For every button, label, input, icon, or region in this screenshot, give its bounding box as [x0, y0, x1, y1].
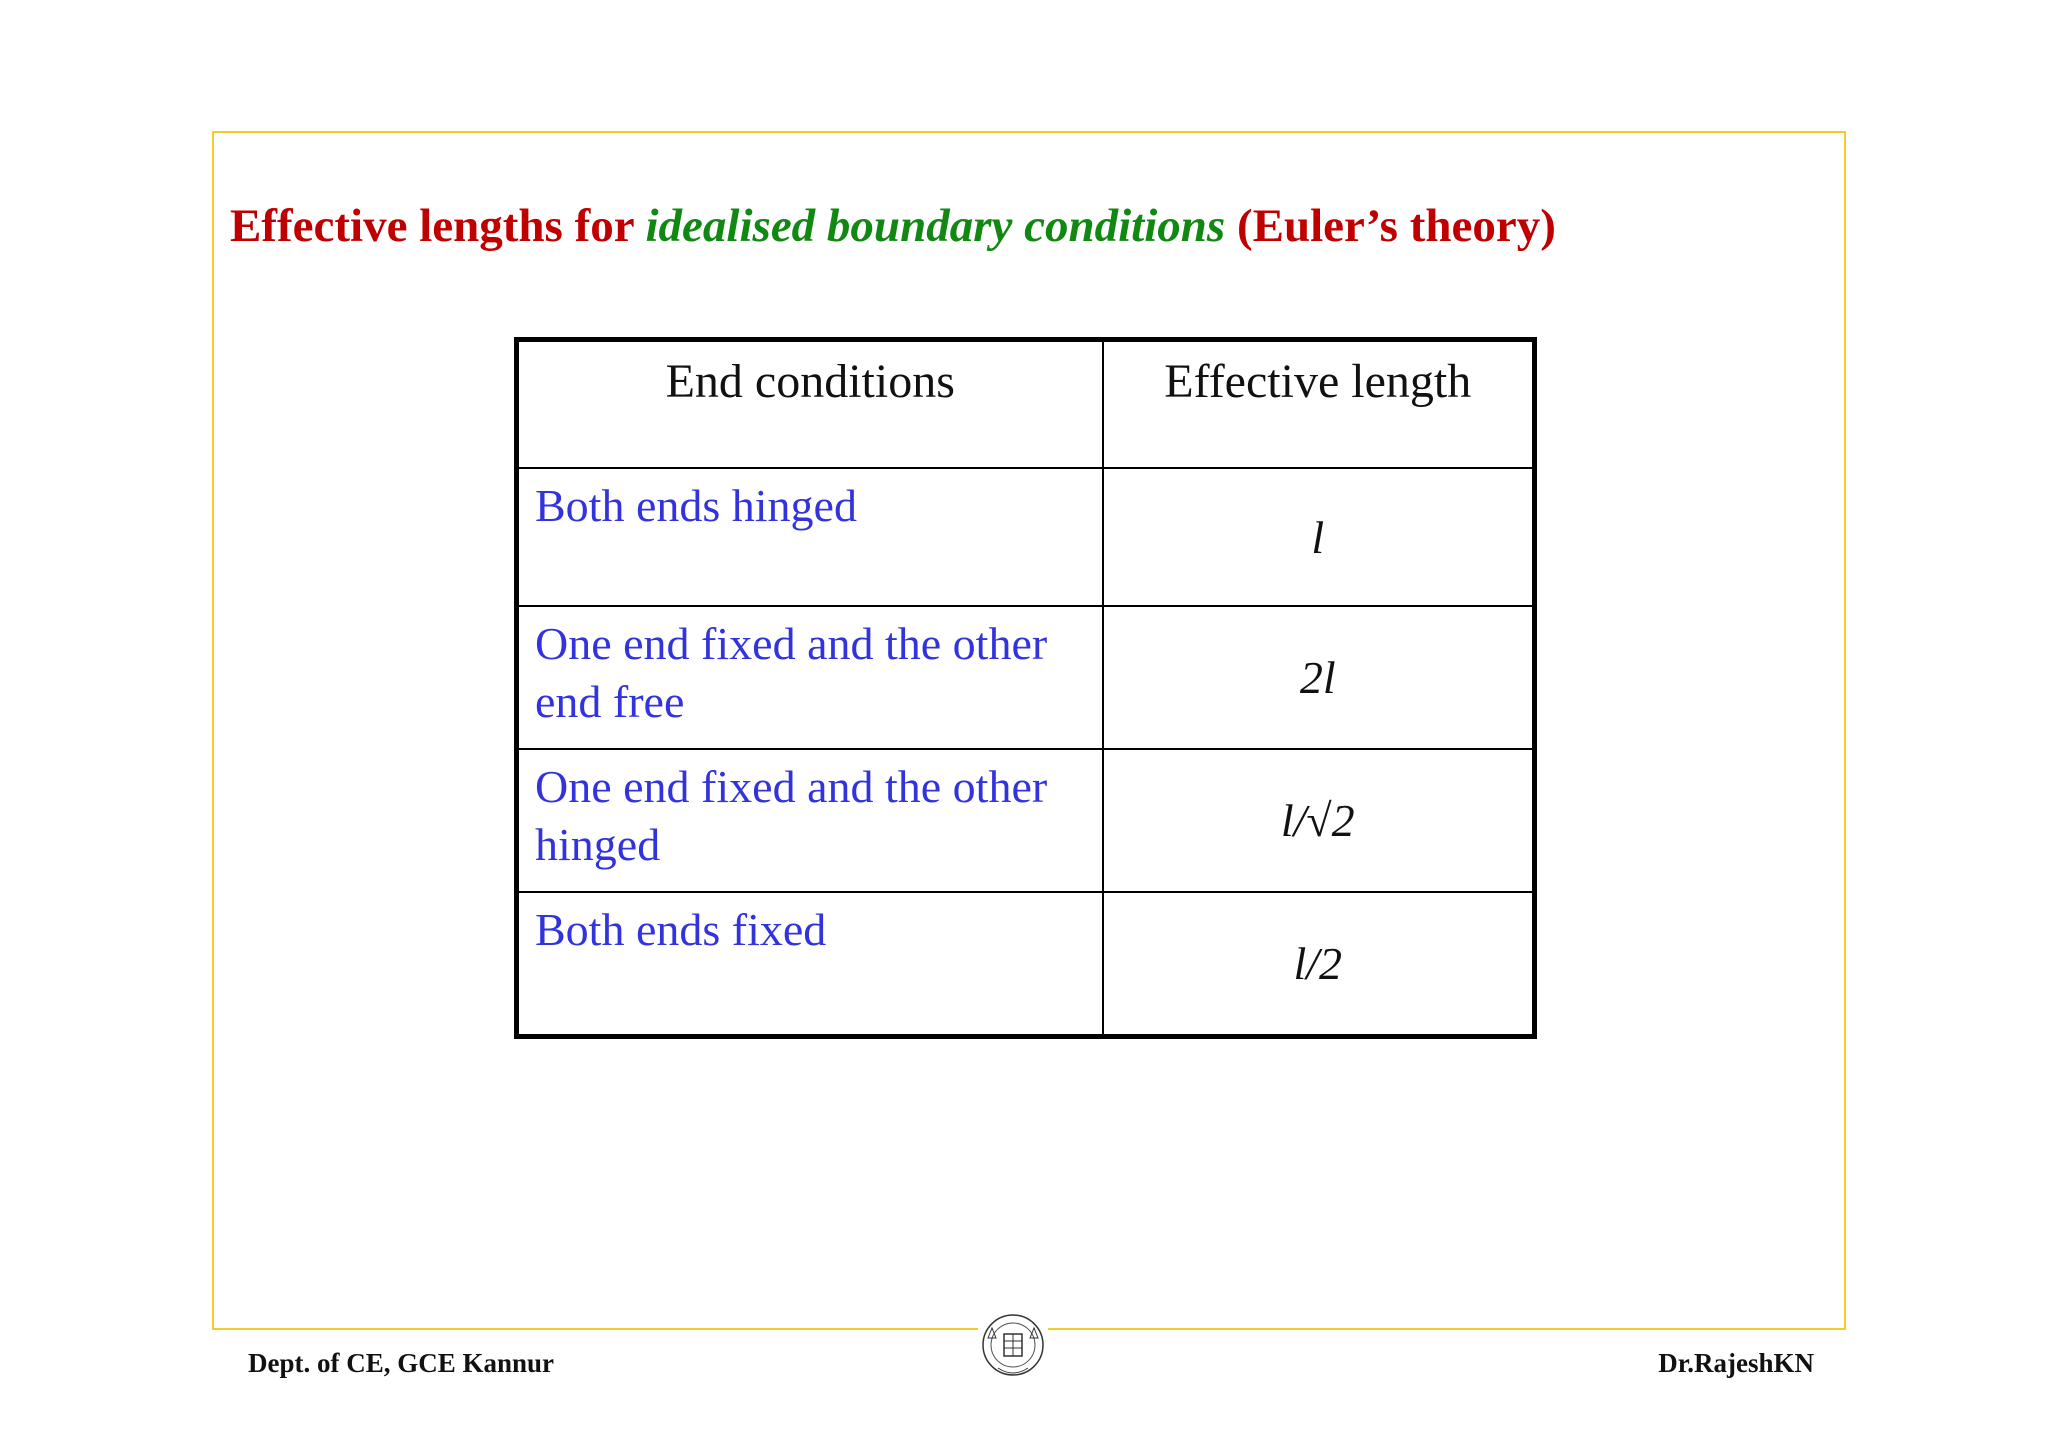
table-row [517, 892, 1535, 1037]
value-cell [1103, 749, 1535, 892]
value-cell [1103, 468, 1535, 606]
title-part-2: idealised boundary conditions [645, 200, 1226, 252]
table-row [517, 749, 1535, 892]
header-end-conditions: End conditions [517, 340, 1103, 469]
value-text: l/2 [1293, 938, 1343, 989]
value-text: l/√2 [1280, 795, 1355, 846]
slide-title [230, 196, 1556, 256]
footer-department: Dept. of CE, GCE Kannur [248, 1348, 555, 1378]
condition-cell: Both ends fixed [517, 892, 1103, 1037]
value-text: 2l [1299, 652, 1336, 703]
table-row [517, 606, 1535, 749]
footer-author: Dr.RajeshKN [1658, 1348, 1814, 1378]
title-part-1: Effective lengths for [230, 200, 646, 252]
table-header-row [517, 340, 1535, 469]
title-part-3: (Euler’s theory) [1225, 200, 1556, 252]
value-cell [1103, 606, 1535, 749]
condition-cell: One end fixed and the other end free [517, 606, 1103, 749]
header-effective-length: Effective length [1103, 340, 1535, 469]
college-logo-icon [978, 1308, 1048, 1382]
condition-cell: One end fixed and the other hinged [517, 749, 1103, 892]
value-cell [1103, 892, 1535, 1037]
value-text: l [1311, 511, 1325, 563]
condition-cell: Both ends hinged [517, 468, 1103, 606]
table-row [517, 468, 1535, 606]
effective-length-table [514, 337, 1537, 1039]
